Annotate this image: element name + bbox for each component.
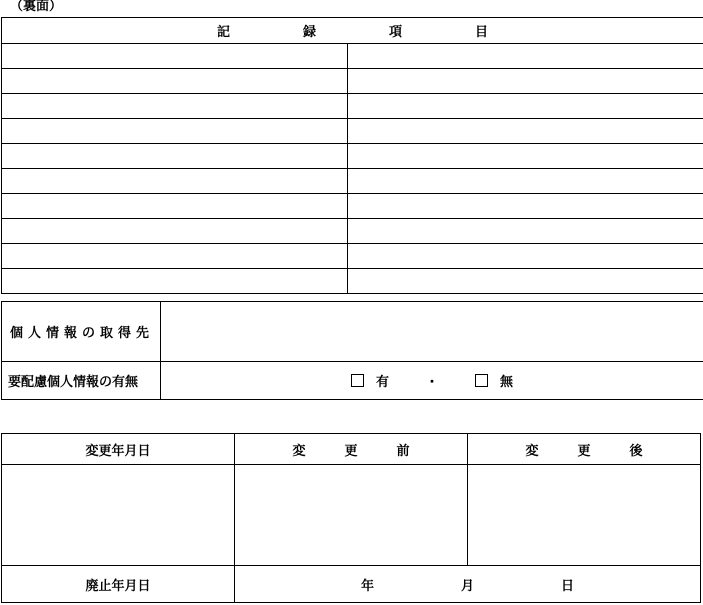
- option-separator: ・: [425, 375, 439, 390]
- source-label: 個人情報の取得先: [2, 302, 161, 362]
- before-change-header: 変 更 前: [235, 434, 468, 465]
- record-item-cell[interactable]: [2, 119, 348, 144]
- no-label: 無: [500, 375, 514, 390]
- yes-checkbox[interactable]: [351, 374, 364, 387]
- record-item-cell[interactable]: [348, 244, 703, 269]
- before-change-cell[interactable]: [235, 465, 468, 566]
- record-items-table: [1, 17, 703, 294]
- abolish-date-value[interactable]: 年 月 日: [235, 566, 701, 603]
- no-checkbox[interactable]: [475, 374, 488, 387]
- record-item-cell[interactable]: [348, 44, 703, 69]
- abolish-date-label: 廃止年月日: [2, 566, 235, 603]
- yes-label: 有: [375, 375, 389, 390]
- sensitive-info-label: 要配慮個人情報の有無: [2, 362, 161, 400]
- source-value-cell[interactable]: [161, 302, 703, 362]
- record-item-cell[interactable]: [2, 94, 348, 119]
- record-items-header: [2, 18, 703, 44]
- record-item-cell[interactable]: [348, 269, 703, 294]
- source-table: [1, 301, 703, 400]
- record-item-cell[interactable]: [2, 44, 348, 69]
- record-items-title: 記 録 項 目: [216, 25, 488, 40]
- record-item-cell[interactable]: [348, 169, 703, 194]
- record-item-cell[interactable]: [348, 69, 703, 94]
- after-change-cell[interactable]: [468, 465, 701, 566]
- back-side-label: （裏面）: [10, 0, 63, 14]
- record-item-cell[interactable]: [2, 194, 348, 219]
- record-item-cell[interactable]: [2, 144, 348, 169]
- record-item-cell[interactable]: [348, 144, 703, 169]
- record-item-cell[interactable]: [348, 119, 703, 144]
- record-item-cell[interactable]: [2, 244, 348, 269]
- change-date-header: 変更年月日: [2, 434, 235, 465]
- sensitive-info-choice-cell: [161, 362, 703, 400]
- record-item-cell[interactable]: [348, 194, 703, 219]
- after-change-header: 変 更 後: [468, 434, 701, 465]
- record-item-cell[interactable]: [2, 269, 348, 294]
- record-item-cell[interactable]: [348, 219, 703, 244]
- record-item-cell[interactable]: [2, 169, 348, 194]
- record-item-cell[interactable]: [2, 69, 348, 94]
- change-date-cell[interactable]: [2, 465, 235, 566]
- change-history-table: [1, 433, 701, 603]
- record-item-cell[interactable]: [348, 94, 703, 119]
- sensitive-info-choice: [351, 371, 513, 390]
- record-item-cell[interactable]: [2, 219, 348, 244]
